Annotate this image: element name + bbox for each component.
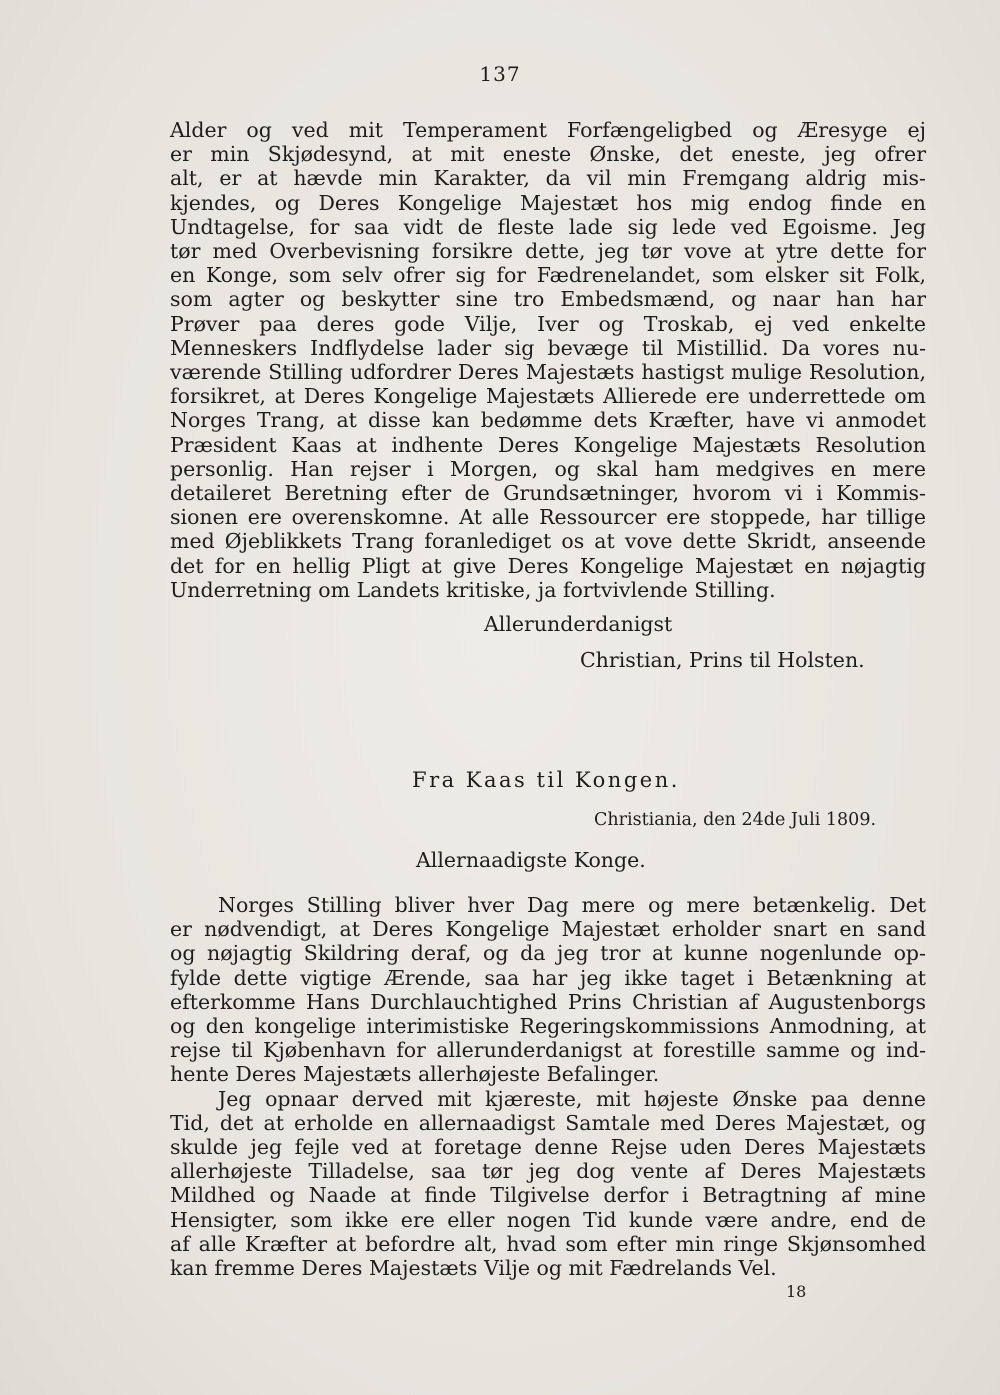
- letter-2-heading: Fra Kaas til Kongen.: [412, 768, 680, 792]
- text-line: Menneskers Indflydelse lader sig bevæge til Mistillid. Da vores nu-: [170, 335, 926, 360]
- text-line: kjendes, og Deres Kongelige Majestæt hos mig endog finde en: [170, 190, 926, 215]
- text-line: Underretning om Landets kritiske, ja fortvivlende Stilling.: [170, 577, 776, 602]
- signature-mark: 18: [786, 1282, 807, 1301]
- text-line: tør med Overbevisning forsikre dette, jeg tør vove at ytre dette for: [170, 239, 926, 264]
- text-line: det for en hellig Pligt at give Deres Kongelige Majestæt en nøjagtig: [170, 553, 926, 578]
- text-line: er nødvendigt, at Deres Kongelige Majestæt erholder snart en sand: [170, 917, 926, 942]
- letter-1-signature: Christian, Prins til Holsten.: [580, 648, 865, 672]
- letter-2-salutation: Allernaadigste Konge.: [416, 848, 646, 872]
- text-line: Tid, det at erholde en allernaadigst Samtale med Deres Majestæt, og: [170, 1110, 926, 1135]
- text-line: rejse til Kjøbenhavn for allerunderdanigst at forestille samme og ind-: [170, 1038, 926, 1063]
- text-line: Jeg opnaar derved mit kjæreste, mit højeste Ønske paa denne: [218, 1086, 926, 1111]
- text-line: Norges Trang, at disse kan bedømme dets Kræfter, have vi anmodet: [170, 408, 926, 433]
- text-line: hente Deres Majestæts allerhøjeste Befalinger.: [170, 1062, 660, 1087]
- text-line: Præsident Kaas at indhente Deres Kongelige Majestæts Resolution: [170, 432, 926, 457]
- letter-1-body: [170, 118, 926, 602]
- text-line: kan fremme Deres Majestæts Vilje og mit Fædrelands Vel.: [170, 1256, 777, 1281]
- text-line: af alle Kræfter at befordre alt, hvad som efter min ringe Skjønsomhed: [170, 1231, 926, 1256]
- text-line: personlig. Han rejser i Morgen, og skal ham medgives en mere: [170, 456, 926, 481]
- text-line: efterkomme Hans Durchlauchtighed Prins Christian af Augustenborgs: [170, 989, 926, 1014]
- text-line: allerhøjeste Tilladelse, saa tør jeg dog vente af Deres Majestæts: [170, 1159, 926, 1184]
- text-line: og den kongelige interimistiske Regeringskommissions Anmodning, at: [170, 1014, 926, 1039]
- text-line: Mildhed og Naade at finde Tilgivelse derfor i Betragtning af mine: [170, 1183, 926, 1208]
- page-number: 137: [479, 62, 521, 86]
- text-line: Hensigter, som ikke ere eller nogen Tid kunde være andre, end de: [170, 1207, 926, 1232]
- letter-2-body: [170, 893, 926, 1280]
- text-line: skulde jeg fejle ved at foretage denne Rejse uden Deres Majestæts: [170, 1135, 926, 1160]
- text-line: som agter og beskytter sine tro Embedsmænd, og naar han har: [170, 287, 926, 312]
- text-line: alt, er at hævde min Karakter, da vil min Fremgang aldrig mis-: [170, 166, 926, 191]
- text-line: fylde dette vigtige Ærende, saa har jeg ikke taget i Betænkning at: [170, 965, 926, 990]
- letter-1-closing: Allerunderdanigst: [484, 612, 673, 636]
- text-line: med Øjeblikkets Trang foranlediget os at vove dette Skridt, anseende: [170, 529, 926, 554]
- text-line: en Konge, som selv ofrer sig for Fædrenelandet, som elsker sit Folk,: [170, 263, 926, 288]
- text-line: Norges Stilling bliver hver Dag mere og mere betænkelig. Det: [218, 893, 926, 917]
- text-line: sionen ere overenskomne. At alle Ressourcer ere stoppede, har tillige: [170, 505, 926, 530]
- text-line: Undtagelse, for saa vidt de fleste lade sig lede ved Egoisme. Jeg: [170, 214, 926, 239]
- text-line: forsikret, at Deres Kongelige Majestæts Allierede ere underrettede om: [170, 384, 926, 409]
- text-line: værende Stilling udfordrer Deres Majestæts hastigst mulige Resolution,: [170, 360, 926, 385]
- letter-2-dateline: Christiania, den 24de Juli 1809.: [594, 810, 877, 830]
- text-line: Alder og ved mit Temperament Forfængeligbed og Æresyge ej: [170, 118, 926, 142]
- text-line: er min Skjødesynd, at mit eneste Ønske, det eneste, jeg ofrer: [170, 142, 926, 167]
- text-line: Prøver paa deres gode Vilje, Iver og Troskab, ej ved enkelte: [170, 311, 926, 336]
- text-line: og nøjagtig Skildring deraf, og da jeg tror at kunne nogenlunde op-: [170, 941, 926, 966]
- text-line: detaileret Beretning efter de Grundsætninger, hvorom vi i Kommis-: [170, 481, 926, 506]
